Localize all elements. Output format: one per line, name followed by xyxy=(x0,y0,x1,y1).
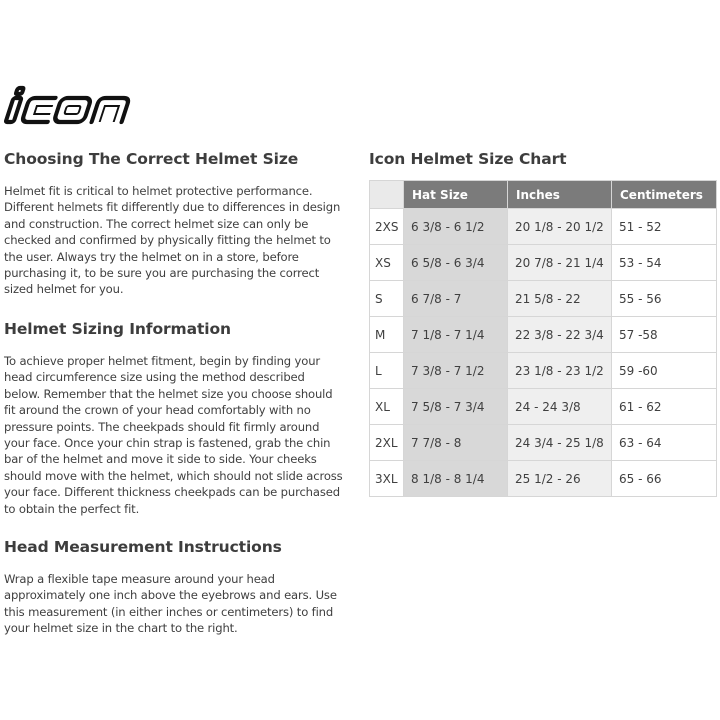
centimeters-cell: 65 - 66 xyxy=(612,461,717,497)
size-label: S xyxy=(370,281,404,317)
inches-cell: 24 - 24 3/8 xyxy=(508,389,612,425)
hat-size-cell: 7 3/8 - 7 1/2 xyxy=(404,353,508,389)
section-body: To achieve proper helmet fitment, begin by finding your head circumference size using the method described below. Remember that the helmet size you choose should fit around the crown of your head comfortably with no pressure points. The cheekpads should fit firmly around your face. Once your chin strap is fastened, grab the chin bar of the helmet and move it side to side. Your cheeks should move with the helmet, which should not slide across your face. Different thickness cheekpads can be purchased to obtain the perfect fit. xyxy=(4,354,343,516)
table-row xyxy=(370,245,717,281)
centimeters-cell: 63 - 64 xyxy=(612,425,717,461)
section-body: Wrap a flexible tape measure around your head approximately one inch above the eyebrows and ears. Use this measurement (in either inches or centimeters) to find your helmet size in the chart to the right. xyxy=(4,572,337,636)
hat-size-cell: 6 3/8 - 6 1/2 xyxy=(404,209,508,245)
hat-size-cell: 7 1/8 - 7 1/4 xyxy=(404,317,508,353)
centimeters-cell: 55 - 56 xyxy=(612,281,717,317)
inches-cell: 20 7/8 - 21 1/4 xyxy=(508,245,612,281)
section-heading: Head Measurement Instructions xyxy=(4,538,282,556)
hat-size-cell: 8 1/8 - 8 1/4 xyxy=(404,461,508,497)
size-chart xyxy=(369,150,716,497)
size-label: 2XL xyxy=(370,425,404,461)
size-label: M xyxy=(370,317,404,353)
hat-size-cell: 6 7/8 - 7 xyxy=(404,281,508,317)
section-measurement-instructions xyxy=(4,538,344,637)
header-corner xyxy=(370,181,404,209)
size-label: L xyxy=(370,353,404,389)
section-choosing-size xyxy=(4,150,344,298)
header-centimeters: Centimeters xyxy=(612,181,717,209)
table-row xyxy=(370,317,717,353)
icon-logo xyxy=(4,84,164,132)
header-inches: Inches xyxy=(508,181,612,209)
centimeters-cell: 57 -58 xyxy=(612,317,717,353)
table-row xyxy=(370,353,717,389)
inches-cell: 21 5/8 - 22 xyxy=(508,281,612,317)
centimeters-cell: 59 -60 xyxy=(612,353,717,389)
section-body: Helmet fit is critical to helmet protective performance. Different helmets fit differently due to differences in design and construction. The correct helmet size can only be checked and confirmed by physically fitting the helmet to the user. Always try the helmet on in a store, before purchasing it, to be sure you are purchasing the correct sized helmet for you. xyxy=(4,184,341,297)
centimeters-cell: 61 - 62 xyxy=(612,389,717,425)
size-label: 2XS xyxy=(370,209,404,245)
hat-size-cell: 7 5/8 - 7 3/4 xyxy=(404,389,508,425)
size-table xyxy=(369,180,717,497)
table-row xyxy=(370,281,717,317)
table-header-row xyxy=(370,181,717,209)
table-row xyxy=(370,461,717,497)
inches-cell: 24 3/4 - 25 1/8 xyxy=(508,425,612,461)
hat-size-cell: 7 7/8 - 8 xyxy=(404,425,508,461)
size-label: 3XL xyxy=(370,461,404,497)
size-label: XS xyxy=(370,245,404,281)
section-heading: Choosing The Correct Helmet Size xyxy=(4,150,299,168)
inches-cell: 23 1/8 - 23 1/2 xyxy=(508,353,612,389)
table-row xyxy=(370,209,717,245)
size-label: XL xyxy=(370,389,404,425)
chart-title: Icon Helmet Size Chart xyxy=(369,150,567,168)
header-hat-size: Hat Size xyxy=(404,181,508,209)
hat-size-cell: 6 5/8 - 6 3/4 xyxy=(404,245,508,281)
table-row xyxy=(370,425,717,461)
table-row xyxy=(370,389,717,425)
inches-cell: 25 1/2 - 26 xyxy=(508,461,612,497)
section-sizing-information xyxy=(4,320,344,517)
inches-cell: 20 1/8 - 20 1/2 xyxy=(508,209,612,245)
centimeters-cell: 53 - 54 xyxy=(612,245,717,281)
section-heading: Helmet Sizing Information xyxy=(4,320,231,338)
inches-cell: 22 3/8 - 22 3/4 xyxy=(508,317,612,353)
centimeters-cell: 51 - 52 xyxy=(612,209,717,245)
